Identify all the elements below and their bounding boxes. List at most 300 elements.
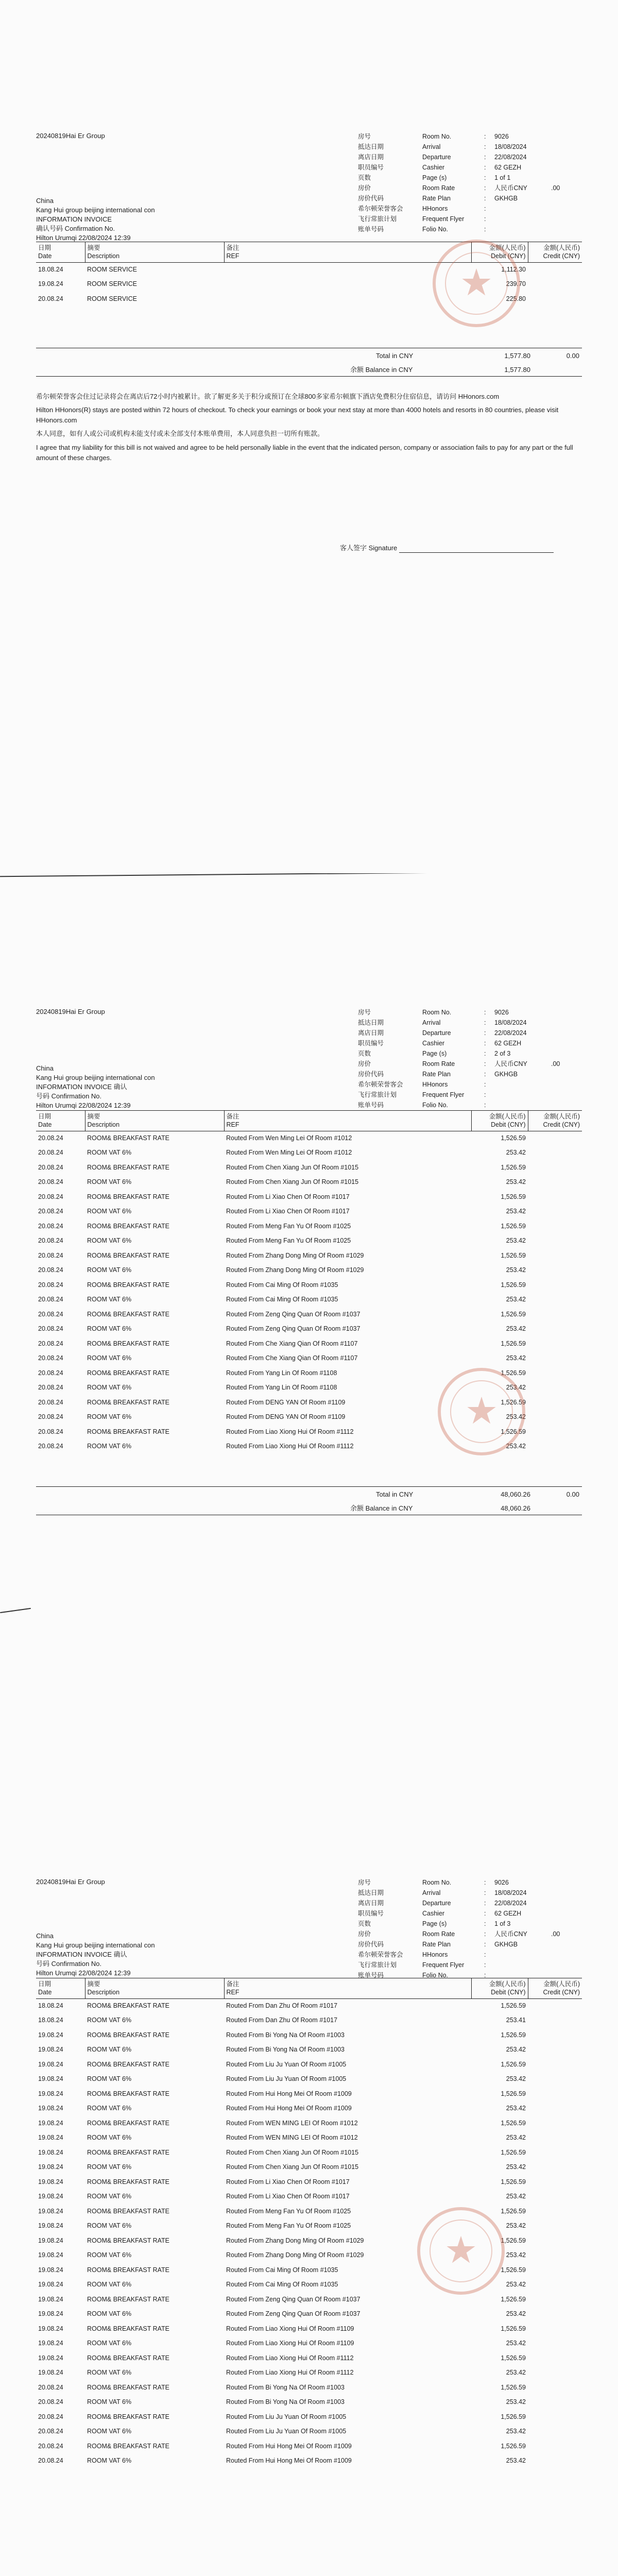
row-debit: 1,526.59 [501,2413,526,2420]
info-label-en: Page (s) [422,1920,447,1927]
credit-header-en: Credit (CNY) [543,252,580,260]
row-credit [528,2380,582,2395]
row-description: ROOM& BREAKFAST RATE [87,1163,169,1171]
row-ref: Routed From Liao Xiong Hui Of Room #1112 [226,2354,354,2362]
info-colon: : [484,1961,486,1969]
info-label-en: Folio No. [422,1971,449,1979]
table-row [36,2380,582,2395]
row-date: 19.08.24 [38,2119,63,2127]
row-ref: Routed From DENG YAN Of Room #1109 [226,1398,346,1406]
row-date: 19.08.24 [38,2207,63,2215]
row-description: ROOM SERVICE [87,280,138,288]
info-colon: : [484,1951,486,1958]
row-debit: 1,526.59 [501,2383,526,2391]
row-credit [528,2145,582,2160]
row-description: ROOM SERVICE [87,295,138,302]
row-debit: 253.42 [506,2046,526,2054]
info-label-en: Cashier [422,1909,445,1917]
row-ref: Routed From Liu Ju Yuan Of Room #1005 [226,2060,347,2068]
debit-column-header [471,1978,528,1999]
row-ref: Routed From Che Xiang Qian Of Room #1107 [226,1354,358,1362]
info-row [358,1069,579,1079]
table-row [36,1998,582,2013]
credit-column-header [528,1111,582,1131]
total-label: Total in CNY [376,352,414,360]
info-colon: : [484,163,486,171]
row-date: 20.08.24 [38,2383,63,2391]
row-ref: Routed From Liu Ju Yuan Of Room #1005 [226,2413,347,2420]
row-description: ROOM& BREAKFAST RATE [87,2031,169,2039]
table-row [36,2145,582,2160]
row-date: 19.08.24 [38,2266,63,2274]
row-debit: 253.42 [506,2340,526,2347]
balance-value: 48,060.26 [501,1504,530,1512]
debit-column-header [471,1111,528,1131]
info-label-cn: 飞行常旅计划 [358,215,397,223]
row-credit [528,2043,582,2058]
row-credit [528,1175,582,1190]
row-debit: 253.42 [506,2369,526,2377]
row-credit [528,2072,582,2087]
info-value: 1 of 3 [494,1920,511,1927]
row-credit [528,1219,582,1234]
row-credit [528,2248,582,2263]
table-row [36,2072,582,2087]
row-description: ROOM VAT 6% [87,2134,132,2142]
table-row [36,2336,582,2351]
row-debit: 253.42 [506,2310,526,2318]
ref-column-header [224,1111,471,1131]
info-value: 1 of 1 [494,174,511,181]
info-value: 18/08/2024 [494,143,527,150]
info-label-en: Folio No. [422,1101,449,1109]
table-row [36,2278,582,2293]
row-description: ROOM VAT 6% [87,2369,132,2377]
info-label-en: Room Rate [422,1060,455,1067]
table-row [36,2292,582,2307]
info-row [358,162,579,173]
info-colon: : [484,1039,486,1047]
invoice-header-left [36,131,324,197]
info-colon: : [484,1029,486,1037]
row-debit: 253.42 [506,2134,526,2142]
row-credit [528,1278,582,1293]
row-date: 20.08.24 [38,1369,63,1377]
row-ref: Routed From Li Xiao Chen Of Room #1017 [226,1208,350,1215]
row-credit [528,1293,582,1308]
info-row [358,1898,579,1908]
balance-value: 1,577.80 [504,366,530,374]
table-row [36,2013,582,2028]
info-colon: : [484,132,486,140]
table-row [36,2028,582,2043]
signature-underline [399,546,554,553]
info-label-cn: 账单号码 [358,1971,384,1979]
info-row [358,1100,579,1110]
row-ref: Routed From Liao Xiong Hui Of Room #1112 [226,2369,354,2377]
row-date: 19.08.24 [38,2031,63,2039]
row-date: 20.08.24 [38,1281,63,1289]
row-description: ROOM VAT 6% [87,1325,132,1333]
row-description: ROOM VAT 6% [87,1208,132,1215]
ref-header-cn: 备注 [226,1980,239,1988]
row-debit: 1,526.59 [501,1163,526,1171]
row-credit [528,1366,582,1381]
row-credit [528,1439,582,1454]
ref-column-header [224,1978,471,1999]
row-credit [528,2410,582,2425]
row-debit: 253.42 [506,1149,526,1157]
row-credit [528,2013,582,2028]
row-ref: Routed From Li Xiao Chen Of Room #1017 [226,1193,350,1200]
row-ref: Routed From Liu Ju Yuan Of Room #1005 [226,2428,347,2435]
table-row [36,1190,582,1205]
guest-address [36,1931,155,1978]
info-label-cn: 房号 [358,1878,371,1886]
row-date: 19.08.24 [38,2060,63,2068]
info-label-en: Departure [422,1899,451,1907]
row-date: 19.08.24 [38,2222,63,2230]
row-date: 19.08.24 [38,2178,63,2185]
ref-column-header [224,242,471,263]
ref-header-cn: 备注 [226,1113,239,1120]
row-ref: Routed From WEN MING LEI Of Room #1012 [226,2119,358,2127]
row-debit: 253.42 [506,1178,526,1186]
row-credit [528,1234,582,1249]
info-label-cn: 离店日期 [358,153,384,161]
info-row [358,173,579,183]
row-description: ROOM VAT 6% [87,1149,132,1157]
info-colon: : [484,1091,486,1098]
date-header-cn: 日期 [38,1113,52,1120]
row-date: 19.08.24 [38,2134,63,2142]
row-ref: Routed From Liu Ju Yuan Of Room #1005 [226,2075,347,2083]
info-colon: : [484,1070,486,1078]
info-colon: : [484,1930,486,1938]
info-label-cn: 房号 [358,132,371,140]
row-description: ROOM VAT 6% [87,1413,132,1421]
row-date: 19.08.24 [38,2369,63,2377]
info-label-en: Rate Plan [422,1940,451,1948]
row-ref: Routed From Hui Hong Mei Of Room #1009 [226,2105,352,2112]
charges-table [36,1978,582,2468]
row-description: ROOM& BREAKFAST RATE [87,1134,169,1142]
credit-column-header [528,1978,582,1999]
row-credit [528,2263,582,2278]
debit-header-cn: 金额(人民币) [489,1113,526,1120]
address-line: 号码 Confirmation No. [36,1092,102,1100]
balance-row [36,361,582,377]
row-ref: Routed From Liao Xiong Hui Of Room #1109 [226,2340,354,2347]
info-colon: : [484,1101,486,1109]
row-date: 19.08.24 [38,2090,63,2097]
info-row [358,1028,579,1038]
row-ref: Routed From DENG YAN Of Room #1109 [226,1413,346,1421]
row-description: ROOM VAT 6% [87,1237,132,1245]
row-description: ROOM VAT 6% [87,2075,132,2083]
info-row [358,1018,579,1028]
row-description: ROOM SERVICE [87,266,138,274]
info-row [358,193,579,204]
row-description: ROOM VAT 6% [87,2340,132,2347]
row-date: 20.08.24 [38,1296,63,1303]
info-row [358,1079,579,1090]
table-row [36,1263,582,1278]
info-value: 9026 [494,1008,509,1016]
info-label-cn: 房价 [358,1930,371,1938]
info-row [358,224,579,234]
info-extra: .00 [551,1930,560,1938]
row-credit [528,1146,582,1161]
table-row [36,2425,582,2439]
info-colon: : [484,205,486,212]
row-ref: Routed From Hui Hong Mei Of Room #1009 [226,2457,352,2465]
row-credit [528,1205,582,1219]
row-description: ROOM& BREAKFAST RATE [87,1222,169,1230]
row-ref: Routed From Chen Xiang Jun Of Room #1015 [226,1163,359,1171]
invoice-page-3 [0,1746,618,2576]
row-date: 19.08.24 [38,2354,63,2362]
row-date: 20.08.24 [38,2428,63,2435]
desc-header-cn: 摘要 [87,244,100,251]
info-value: 9026 [494,1878,509,1886]
row-date: 19.08.24 [38,280,63,288]
row-ref: Routed From Meng Fan Yu Of Room #1025 [226,1237,351,1245]
table-row [36,2043,582,2058]
row-date: 20.08.24 [38,1193,63,1200]
hotel-seal-stamp [417,2207,505,2295]
balance-label: 余额 Balance in CNY [350,366,413,374]
row-ref: Routed From Wen Ming Lei Of Room #1012 [226,1134,352,1142]
row-debit: 253.42 [506,2105,526,2112]
row-debit: 1,526.59 [501,2236,526,2244]
row-debit: 1,526.59 [501,1281,526,1289]
info-label-en: Cashier [422,163,445,171]
row-date: 20.08.24 [38,1340,63,1347]
row-credit [528,2175,582,2190]
row-debit: 253.42 [506,1296,526,1303]
info-label-en: Rate Plan [422,194,451,202]
row-ref: Routed From Chen Xiang Jun Of Room #1015 [226,1178,359,1186]
info-value: 18/08/2024 [494,1889,527,1896]
row-debit: 1,526.59 [501,1193,526,1200]
row-ref: Routed From Che Xiang Qian Of Room #1107 [226,1340,358,1347]
table-row [36,2321,582,2336]
row-date: 19.08.24 [38,2310,63,2318]
row-debit: 253.42 [506,2428,526,2435]
info-value: 22/08/2024 [494,1899,527,1907]
row-description: ROOM VAT 6% [87,1443,132,1450]
invoice-header-left [36,1007,324,1073]
row-ref: Routed From Meng Fan Yu Of Room #1025 [226,1222,351,1230]
hotel-seal-stamp [438,1368,525,1455]
star-icon: ★ [459,262,493,303]
row-credit [528,2439,582,2454]
row-debit: 1,526.59 [501,1310,526,1318]
address-line: China [36,1064,54,1072]
group-name: 20240819Hai Er Group [36,1008,105,1015]
row-date: 20.08.24 [38,1149,63,1157]
row-description: ROOM VAT 6% [87,1266,132,1274]
row-credit [528,1307,582,1322]
credit-header-cn: 金额(人民币) [543,1980,580,1988]
row-ref: Routed From Yang Lin Of Room #1108 [226,1369,337,1377]
info-value: 2 of 3 [494,1049,511,1057]
info-colon: : [484,1080,486,1088]
date-column-header [36,242,85,263]
row-date: 20.08.24 [38,1134,63,1142]
info-colon: : [484,1019,486,1026]
row-debit: 1,112.30 [501,266,526,274]
table-row [36,2087,582,2102]
total-debit: 1,577.80 [504,352,530,360]
info-value: GKHGB [494,1070,518,1078]
table-row [36,1248,582,1263]
row-description: ROOM& BREAKFAST RATE [87,2266,169,2274]
info-label-en: Room No. [422,1008,452,1016]
info-label-en: Room Rate [422,1930,455,1938]
info-row [358,1908,579,1919]
row-credit [528,292,582,307]
row-credit [528,2321,582,2336]
info-label-en: Folio No. [422,225,449,233]
row-date: 19.08.24 [38,2325,63,2332]
table-row [36,1160,582,1175]
row-ref: Routed From Liao Xiong Hui Of Room #1112 [226,1443,354,1450]
info-colon: : [484,1049,486,1057]
info-label-cn: 离店日期 [358,1899,384,1907]
table-row [36,2175,582,2190]
row-ref: Routed From Zeng Qing Quan Of Room #1037 [226,2310,360,2318]
row-debit: 1,526.59 [501,2031,526,2039]
row-credit [528,2366,582,2381]
row-debit: 1,526.59 [501,2002,526,2010]
row-date: 20.08.24 [38,2398,63,2406]
row-credit [528,2057,582,2072]
table-row [36,2116,582,2131]
info-label-en: Frequent Flyer [422,1091,465,1098]
info-colon: : [484,225,486,233]
row-credit [528,2160,582,2175]
row-debit: 239.70 [506,280,526,288]
row-date: 19.08.24 [38,2163,63,2171]
table-row [36,1322,582,1337]
info-label-en: Arrival [422,143,441,150]
debit-header-cn: 金额(人民币) [489,1980,526,1988]
row-description: ROOM& BREAKFAST RATE [87,2442,169,2450]
address-line: 号码 Confirmation No. [36,1960,102,1968]
info-label-cn: 页数 [358,1920,371,1927]
row-ref: Routed From Wen Ming Lei Of Room #1012 [226,1149,352,1157]
row-description: ROOM& BREAKFAST RATE [87,1193,169,1200]
row-credit [528,2351,582,2366]
info-row [358,142,579,152]
row-debit: 1,526.59 [501,2354,526,2362]
row-credit [528,1998,582,2013]
table-row [36,2410,582,2425]
row-date: 20.08.24 [38,1178,63,1186]
total-credit: 0.00 [566,352,579,360]
table-row [36,2204,582,2219]
debit-header-en: Debit (CNY) [491,1121,526,1129]
row-description: ROOM VAT 6% [87,2457,132,2465]
row-ref: Routed From Meng Fan Yu Of Room #1025 [226,2222,351,2230]
row-debit: 253.42 [506,2398,526,2406]
address-line: Hilton Urumqi 22/08/2024 12:39 [36,1101,131,1109]
row-credit [528,1190,582,1205]
debit-header-en: Debit (CNY) [491,1989,526,1996]
info-colon: : [484,1909,486,1917]
scan-edge-line [0,873,618,877]
info-label-cn: 房价 [358,184,371,192]
row-debit: 253.42 [506,1384,526,1392]
row-date: 20.08.24 [38,295,63,302]
info-label-cn: 房价代码 [358,1940,384,1948]
row-debit: 253.41 [506,2016,526,2024]
liability-note-cn: 本人同意，如有人或公司或机构未能支付或未全部支付本账单费用，本人同意负担一切所有账款。 [36,430,324,438]
row-description: ROOM& BREAKFAST RATE [87,1428,169,1435]
balance-row [36,1500,582,1515]
row-debit: 253.42 [506,2457,526,2465]
info-label-cn: 房价代码 [358,1070,384,1078]
row-description: ROOM& BREAKFAST RATE [87,1340,169,1347]
row-credit [528,2116,582,2131]
description-column-header [85,242,224,263]
row-ref: Routed From Liao Xiong Hui Of Room #1109 [226,2325,354,2332]
info-row [358,1007,579,1018]
info-label-cn: 房价代码 [358,194,384,202]
row-date: 20.08.24 [38,1325,63,1333]
row-description: ROOM VAT 6% [87,2251,132,2259]
row-date: 20.08.24 [38,1354,63,1362]
info-row [358,1919,579,1929]
info-value: 22/08/2024 [494,1029,527,1037]
row-debit: 1,526.59 [501,1222,526,1230]
row-date: 19.08.24 [38,2236,63,2244]
row-date: 20.08.24 [38,1222,63,1230]
info-label-en: Frequent Flyer [422,215,465,223]
row-credit [528,2454,582,2469]
table-row [36,1219,582,1234]
row-description: ROOM VAT 6% [87,1296,132,1303]
row-ref: Routed From Zhang Dong Ming Of Room #1029 [226,2251,364,2259]
signature-label: 客人签字 Signature [340,544,398,552]
row-credit [528,2028,582,2043]
row-date: 20.08.24 [38,1163,63,1171]
row-date: 20.08.24 [38,1266,63,1274]
row-debit: 1,526.59 [501,1369,526,1377]
row-ref: Routed From Zeng Qing Quan Of Room #1037 [226,2295,360,2303]
row-description: ROOM VAT 6% [87,2163,132,2171]
row-debit: 1,526.59 [501,2060,526,2068]
info-label-cn: 房价 [358,1060,371,1067]
row-date: 20.08.24 [38,2457,63,2465]
row-ref: Routed From Liao Xiong Hui Of Room #1112 [226,1428,354,1435]
row-ref: Routed From Cai Ming Of Room #1035 [226,1281,338,1289]
info-row [358,1877,579,1888]
row-date: 20.08.24 [38,1443,63,1450]
table-row [36,1293,582,1308]
row-credit [528,2087,582,2102]
row-credit [528,1160,582,1175]
total-credit: 0.00 [566,1490,579,1498]
info-label-en: HHonors [422,205,448,212]
row-date: 20.08.24 [38,1251,63,1259]
row-date: 19.08.24 [38,2105,63,2112]
row-credit [528,1131,582,1146]
row-credit [528,1263,582,1278]
info-colon: : [484,1899,486,1907]
